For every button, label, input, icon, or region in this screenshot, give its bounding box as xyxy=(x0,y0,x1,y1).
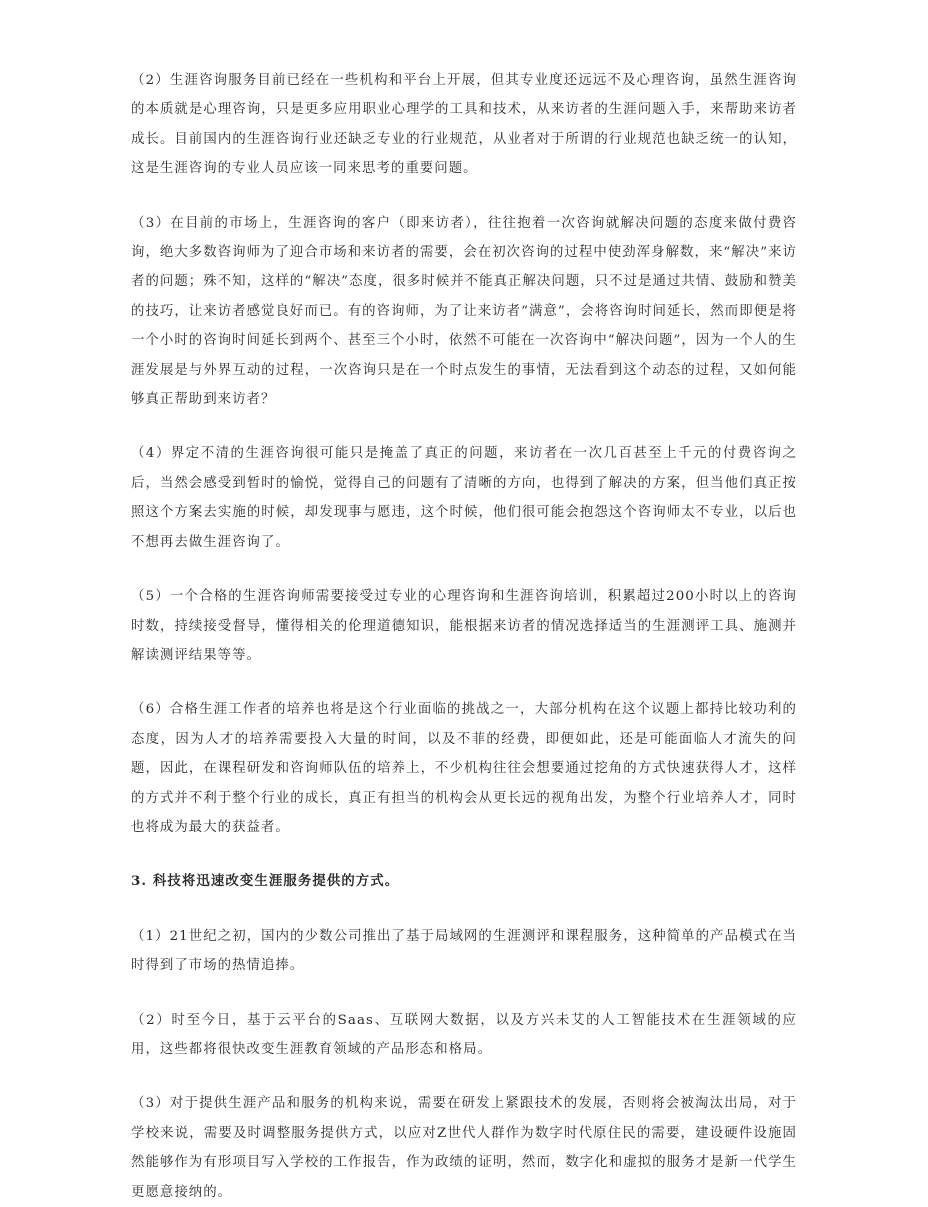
paragraph-technology-1: （1）21世纪之初，国内的少数公司推出了基于局域网的生涯测评和课程服务，这种简单的产品模式在当时得到了市场的热情追捧。 xyxy=(131,928,797,974)
paragraph-career-counseling-2: （2）生涯咨询服务目前已经在一些机构和平台上开展，但其专业度还远远不及心理咨询，虽然生涯咨询的本质就是心理咨询，只是更多应用职业心理学的工具和技术，从来访者的生涯问题入手，来帮助来访者成长。目前国内的生涯咨询行业还缺乏专业的行业规范，从业者对于所谓的行业规范也缺乏统一的认知，这是生涯咨询的专业人员应该一同来思考的重要问题。 xyxy=(131,73,797,177)
paragraph-technology-3: （3）对于提供生涯产品和服务的机构来说，需要在研发上紧跟技术的发展，否则将会被淘汰出局，对于学校来说，需要及时调整服务提供方式，以应对Z世代人群作为数字时代原住民的需要，建设硬件设施固然能够作为有形项目写入学校的工作报告，作为政绩的证明，然而，数字化和虚拟的服务才是新一代学生更愿意接纳的。 xyxy=(131,1096,797,1200)
paragraph-technology-2: （2）时至今日，基于云平台的Saas、互联网大数据，以及方兴未艾的人工智能技术在生涯领域的应用，这些都将很快改变生涯教育领域的产品形态和格局。 xyxy=(131,1012,797,1057)
paragraph-career-counseling-5: （5）一个合格的生涯咨询师需要接受过专业的心理咨询和生涯咨询培训，积累超过200小时以上的咨询时数，持续接受督导，懂得相关的伦理道德知识，能根据来访者的情况选择适当的生涯测评工具、施测并解读测评结果等等。 xyxy=(131,589,797,663)
paragraph-career-counseling-3: （3）在目前的市场上，生涯咨询的客户（即来访者），往往抱着一次咨询就解决问题的态度来做付费咨询，绝大多数咨询师为了迎合市场和来访者的需要，会在初次咨询的过程中使劲浑身解数，来“解决”来访者的问题；殊不知，这样的“解决”态度，很多时候并不能真正解决问题，只不过是通过共情、鼓励和赞美的技巧，让来访者感觉良好而已。有的咨询师，为了让来访者“满意”，会将咨询时间延长，然而即便是将一个小时的咨询时间延长到两个、甚至三个小时，依然不可能在一次咨询中“解决问题”，因为一个人的生涯发展是与外界互动的过程，一次咨询只是在一个时点发生的事情，无法看到这个动态的过程，又如何能够真正帮助到来访者？ xyxy=(131,215,797,408)
section-heading-technology: 3. 科技将迅速改变生涯服务提供的方式。 xyxy=(131,873,400,890)
paragraph-career-counseling-6: （6）合格生涯工作者的培养也将是这个行业面临的挑战之一，大部分机构在这个议题上都持比较功利的态度，因为人才的培养需要投入大量的时间，以及不菲的经费，即便如此，还是可能面临人才流失的问题，因此，在课程研发和咨询师队伍的培养上，不少机构往往会想要通过挖角的方式快速获得人才，这样的方式并不利于整个行业的成长，真正有担当的机构会从更长远的视角出发，为整个行业培养人才，同时也将成为最大的获益者。 xyxy=(131,702,797,835)
paragraph-career-counseling-4: （4）界定不清的生涯咨询很可能只是掩盖了真正的问题，来访者在一次几百甚至上千元的付费咨询之后，当然会感受到暂时的愉悦，觉得自己的问题有了清晰的方向，也得到了解决的方案，但当他们真正按照这个方案去实施的时候，却发现事与愿违，这个时候，他们很可能会抱怨这个咨询师太不专业，以后也不想再去做生涯咨询了。 xyxy=(131,446,797,550)
